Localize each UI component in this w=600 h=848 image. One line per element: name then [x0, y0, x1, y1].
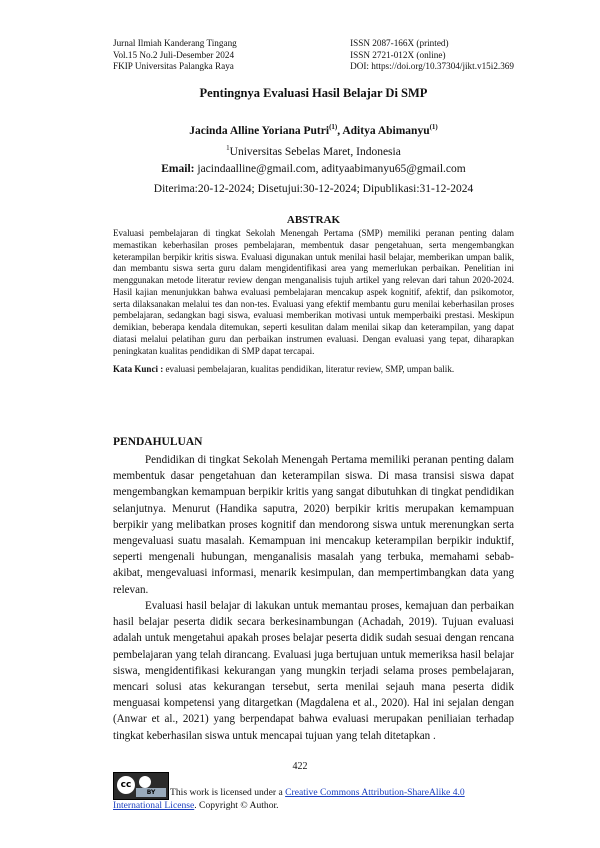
page-number: 422 — [292, 761, 308, 772]
license-statement-cont — [113, 800, 514, 812]
issn-printed: ISSN 2087-166X (printed) — [350, 38, 449, 48]
doi: DOI: https://doi.org/10.37304/jikt.v15i2.369 — [350, 61, 514, 71]
author-block — [113, 119, 514, 178]
body-paragraph-1: Pendidikan di tingkat Sekolah Menengah Pertama memiliki peranan penting dalam membentuk dasar pengetahuan dan keterampilan siswa. Di masa transisi siswa dapat mengembangkan kemampuan berpikir kritis yang sangat dibutuhkan di tingkat pendidikan selanjutnya. Menurut (Handika saputra, 2020) berpikir kritis merupakan kemampuan berpikir yang melibatkan proses kognitif dan mendorong siswa untuk merenungkan serta mengevaluasi suatu masalah. Kemampuan ini mencakup keterampilan berpikir induktif, seperti mengenali hubungan, menganalisis masalah yang terbuka, memahami sebab-akibat, mengevaluasi informasi, menarik kesimpulan, dan mempertimbangkan data yang relevan. — [113, 454, 514, 596]
paper-title: Pentingnya Evaluasi Hasil Belajar Di SMP — [199, 86, 428, 100]
journal-info — [113, 38, 237, 73]
affiliation-marker: 1 — [226, 143, 230, 152]
license-footer — [113, 772, 514, 811]
license-link-part1[interactable]: Creative Commons Attribution-ShareAlike 4.0 — [285, 787, 465, 798]
author-1-affil: (1) — [329, 123, 338, 131]
author-names: Jacinda Alline Yoriana Putri$^{(1)}$, Aditya Abimanyu$^{(1)}$ — [189, 123, 438, 137]
keywords-label: Kata Kunci : — [113, 364, 164, 374]
license-prefix: This work is licensed under a — [170, 787, 286, 798]
license-link-part2[interactable]: International License — [113, 800, 195, 811]
journal-volume: Vol.15 No.2 Juli-Desember 2024 — [113, 49, 235, 60]
license-statement — [170, 787, 514, 799]
journal-identifiers — [350, 38, 514, 73]
email-addresses: jacindaalline@gmail.com, adityaabimanyu65@gmail.com — [197, 162, 466, 175]
affiliation-name: Universitas Sebelas Maret, Indonesia — [229, 145, 401, 158]
affiliation — [113, 140, 514, 161]
body-paragraph-2: Evaluasi hasil belajar di lakukan untuk memantau proses, kemajuan dan perbaikan hasil belajar peserta didik secara berkesinambungan (Achadah, 2019). Tujuan evaluasi adalah untuk mengetahui apakah proses belajar peserta didik sudah sesuai dengan rencana pembelajaran yang telah dirancang. Evaluasi juga bertujuan untuk memeriksa hasil belajar siswa, mengidentifikasi kekurangan yang mungkin terjadi selama proses pembelajaran, mencari solusi atas kekurangan tersebut, serta menilai sejauh mana peserta didik menguasai kompetensi yang ditargetkan (Magdalena et al., 2020). Hal ini sejalan dengan (Anwar et al., 2021) yang berpendapat bahwa evaluasi merupakan peniliaian terhadap tingkat keberhasilan siswa untuk mencapai tujuan yang telah ditetapkan . — [113, 600, 514, 742]
email-line — [113, 161, 514, 178]
copyright-notice: . Copyright © Author. — [194, 800, 279, 811]
keywords-line — [113, 364, 514, 376]
cc-icon: cc — [117, 776, 135, 794]
abstract-text: Evaluasi pembelajaran di tingkat Sekolah Menengah Pertama (SMP) memiliki peranan penting dalam memastikan keberhasilan proses pembelajaran, membentuk dasar pengetahuan, serta mengembangkan keterampilan berpikir kritis siswa. Evaluasi digunakan untuk menilai hasil belajar, memberikan umpan balik, dan membantu siswa serta guru dalam mengidentifikasi area yang memerlukan perbaikan. Penelitian ini menggunakan metode literatur review dengan menganalisis tujuh artikel yang relevan dari tahun 2020-2024. Hasil kajian menunjukkan bahwa evaluasi pembelajaran mencakup aspek kognitif, afektif, dan psikomotor, serta dilaksanakan melalui tes dan non-tes. Evaluasi yang efektif membantu guru menilai keberhasilan proses pembelajaran, sedangkan bagi siswa, evaluasi memberikan motivasi untuk memperbaiki prestasi. Meskipun demikian, beberapa kendala ditemukan, seperti kesulitan dalam menilai sikap dan keterampilan, yang dapat diatasi melalui pelatihan guru dan perbaikan instrumen evaluasi. Dengan evaluasi yang tepat, diharapkan peningkatan kualitas pendidikan di SMP dapat tercapai. — [113, 228, 514, 356]
author-1: Jacinda Alline Yoriana Putri — [189, 124, 330, 137]
cc-license-badge[interactable] — [113, 772, 169, 800]
author-2: Aditya Abimanyu — [342, 124, 430, 137]
by-label: BY — [136, 788, 166, 797]
keywords-list: evaluasi pembelajaran, kualitas pendidikan, literatur review, SMP, umpan balik. — [163, 364, 455, 374]
abstract-heading: ABSTRAK — [286, 214, 341, 226]
section-heading: PENDAHULUAN — [113, 436, 203, 448]
author-2-affil: (1) — [429, 123, 438, 131]
journal-name: Jurnal Ilmiah Kanderang Tingang — [113, 38, 237, 48]
attribution-icon — [139, 776, 151, 788]
email-label: Email: — [161, 162, 195, 175]
issn-online: ISSN 2721-012X (online) — [350, 49, 446, 60]
publication-dates: Diterima:20-12-2024; Disetujui:30-12-2024; Dipublikasi:31-12-2024 — [153, 183, 474, 195]
journal-publisher: FKIP Universitas Palangka Raya — [113, 61, 234, 71]
journal-header — [113, 38, 514, 73]
